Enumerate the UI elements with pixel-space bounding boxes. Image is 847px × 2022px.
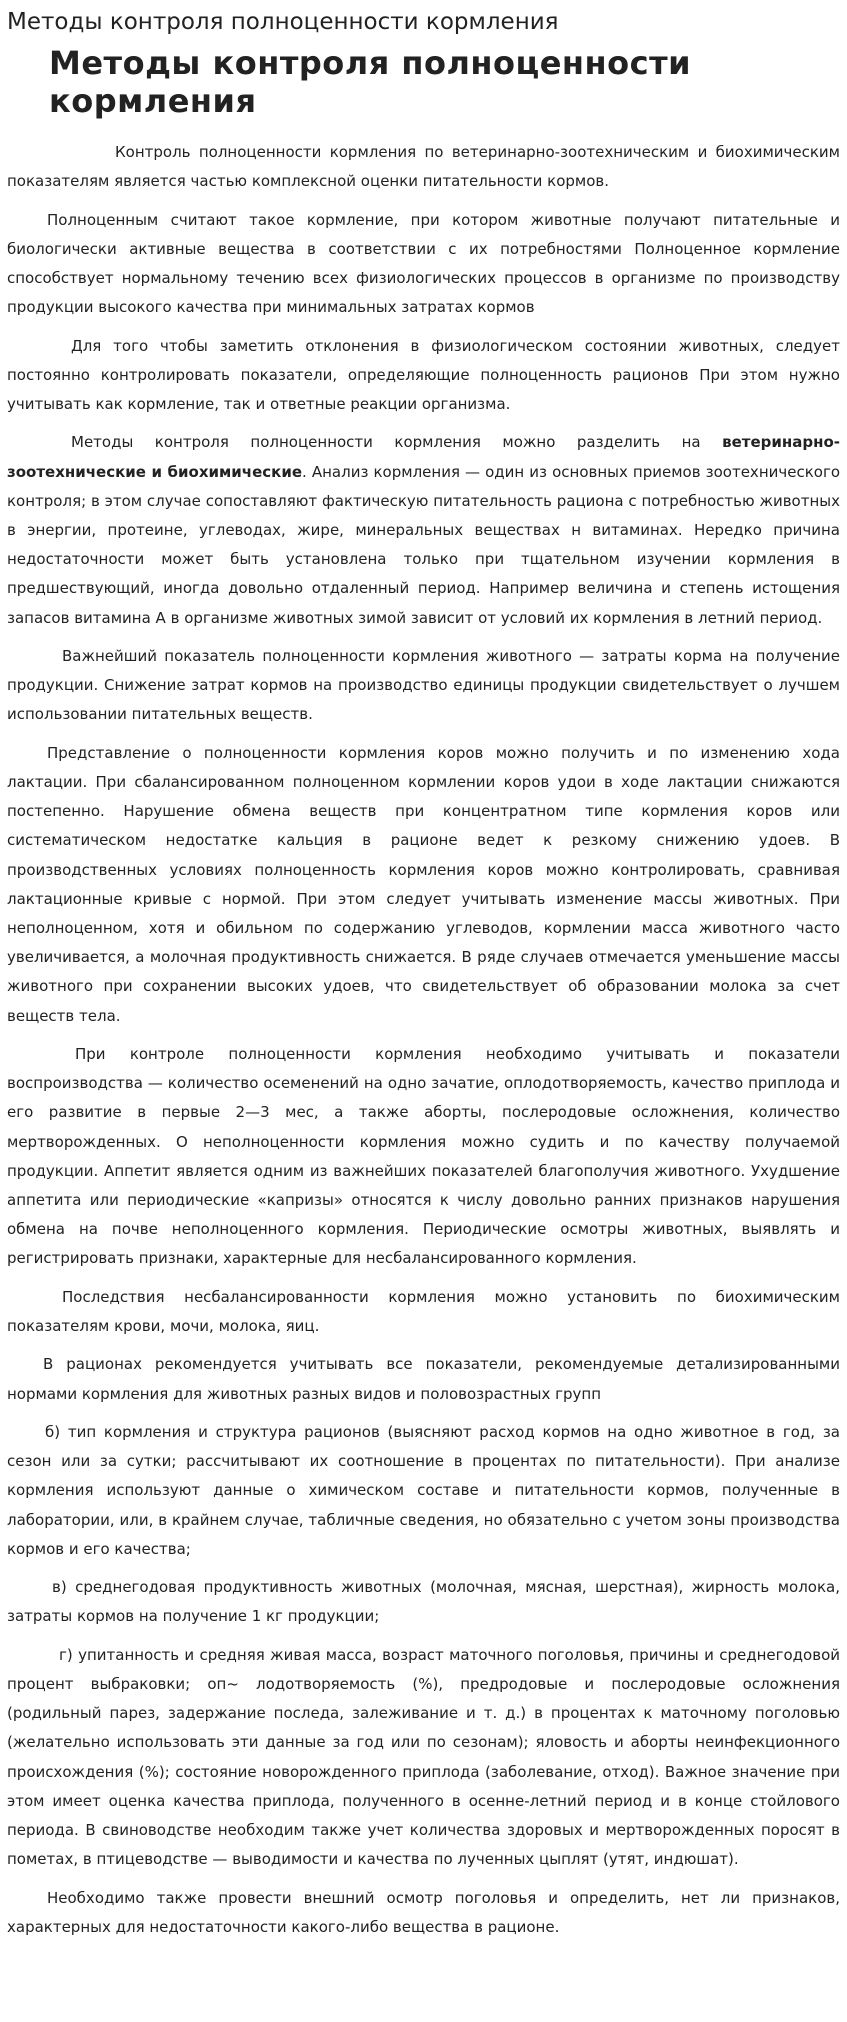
paragraph: Необходимо также провести внешний осмотр поголовья и определить, нет ли признаков, характерных для недостаточности какого-либо вещества в рационе. xyxy=(7,1888,840,1936)
page xyxy=(0,8,847,2022)
paragraph: б) тип кормления и структура рационов (выясняют расход кормов на одно животное в год, за сезон или за сутки; рассчитывают их соотношение в процентах по питательности). При анализе кормления используют данные о химическом составе и питательности кормов, полученные в лаборатории, или, в крайнем случае, табличные сведения, но обязательно с учетом зоны производства кормов и его качества; xyxy=(7,1423,840,1558)
paragraph: Для того чтобы заметить отклонения в физиологическом состоянии животных, следует постоянно контролировать показатели, определяющие полноценность рационов При этом нужно учитывать как кормление, так и ответные реакции организма. xyxy=(7,336,840,413)
paragraph-text: . Анализ кормления — один из основных приемов зоотехнического контроля; в этом случае сопоставляют фактическую питательность рациона с потребностью животных в энергии, протеине, углеводах, жире, минеральных веществах н витаминах. Нередко причина недостаточности может быть установлена только при тщательном изучении кормления в предшествующий, иногда довольно отдаленный период. Например величина и степень истощения запасов витамина А в организме животных зимой зависит от условий их кормления в летний период. xyxy=(7,462,841,627)
paragraph: Представление о полноценности кормления коров можно получить и по изменению хода лактации. При сбалансированном полноценном кормлении коров удои в ходе лактации снижаются постепенно. Нарушение обмена веществ при концентратном типе кормления коров или систематическом недостатке кальция в рационе ведет к резкому снижению удоев. В производственных условиях полноценность кормления коров можно контролировать, сравнивая лактационные кривые с нормой. При этом следует учитывать изменение массы животных. При неполноценном, хотя и обильном по содержанию углеводов, кормлении масса животного часто увеличивается, а молочная продуктивность снижается. В ряде случаев отмечается уменьшение массы животного при сохранении высоких удоев, что свидетельствует об образовании молока за счет веществ тела. xyxy=(7,743,840,1025)
paragraph: Контроль полноценности кормления по ветеринарно-зоотехническим и биохимическим показателям является частью комплексной оценки питательности кормов. xyxy=(7,143,840,191)
tab-title: Методы контроля полноценности кормления xyxy=(7,9,559,35)
page-title: Методы контроля полноценности кормления xyxy=(49,44,692,120)
paragraph: в) среднегодовая продуктивность животных (молочная, мясная, шерстная), жирность молока, затраты кормов на получение 1 кг продукции; xyxy=(7,1578,840,1626)
paragraph: При контроле полноценности кормления необходимо учитывать и показатели воспроизводства — количество осеменений на одно зачатие, оплодотворяемость, качество приплода и его развитие в первые 2—3 мес, а также аборты, послеродовые осложнения, количество мертворожденных. О неполноценности кормления можно судить и по качеству получаемой продукции. Аппетит является одним из важнейших показателей благополучия животного. Ухудшение аппетита или периодические «капризы» относятся к числу довольно ранних признаков нарушения обмена на почве неполноценного кормления. Периодические осмотры животных, выявлять и регистрировать признаки, характерные для несбалансированного кормления. xyxy=(7,1045,840,1268)
paragraph: Важнейший показатель полноценности кормления животного — затраты корма на получение продукции. Снижение затрат кормов на производство единицы продукции свидетельствует о лучшем использовании питательных веществ. xyxy=(7,647,840,724)
paragraph-text: Методы контроля полноценности кормления можно разделить на xyxy=(71,433,723,452)
paragraph: В рационах рекомендуется учитывать все показатели, рекомендуемые детализированными нормами кормления для животных разных видов и половозрастных групп xyxy=(7,1355,840,1403)
paragraph: Последствия несбалансированности кормления можно установить по биохимическим показателям крови, мочи, молока, яиц. xyxy=(7,1287,840,1336)
paragraph: г) упитанность и средняя живая масса, возраст маточного поголовья, причины и среднегодовой процент выбраковки; оп~ лодотворяемость (%), предродовые и послеродовые осложнения (родильный парез, задержание последа, залеживание и т. д.) в процентах к маточному поголовью (желательно использовать эти данные за год или по сезонам); яловость и аборты неинфекционного происхождения (%); состояние новорожденного приплода (заболевание, отход). Важное значение при этом имеет оценка качества приплода, полученного в осенне-летний период и в конце стойлового периода. В свиноводстве необходим также учет количества здоровых и мертворожденных поросят в пометах, в птицеводстве — выводимости и качества по лученных цыплят (утят, индюшат). xyxy=(7,1645,840,1869)
paragraph-bold-text: ветеринарно-зоотехнические и биохимические xyxy=(7,433,840,481)
article-body xyxy=(7,138,840,1942)
paragraph xyxy=(7,428,840,632)
paragraph: Полноценным считают такое кормление, при котором животные получают питательные и биологически активные вещества в соответствии с их потребностями Полноценное кормление способствует нормальному течению всех физиологических процессов в организме по производству продукции высокого качества при минимальных затратах кормов xyxy=(7,210,840,317)
